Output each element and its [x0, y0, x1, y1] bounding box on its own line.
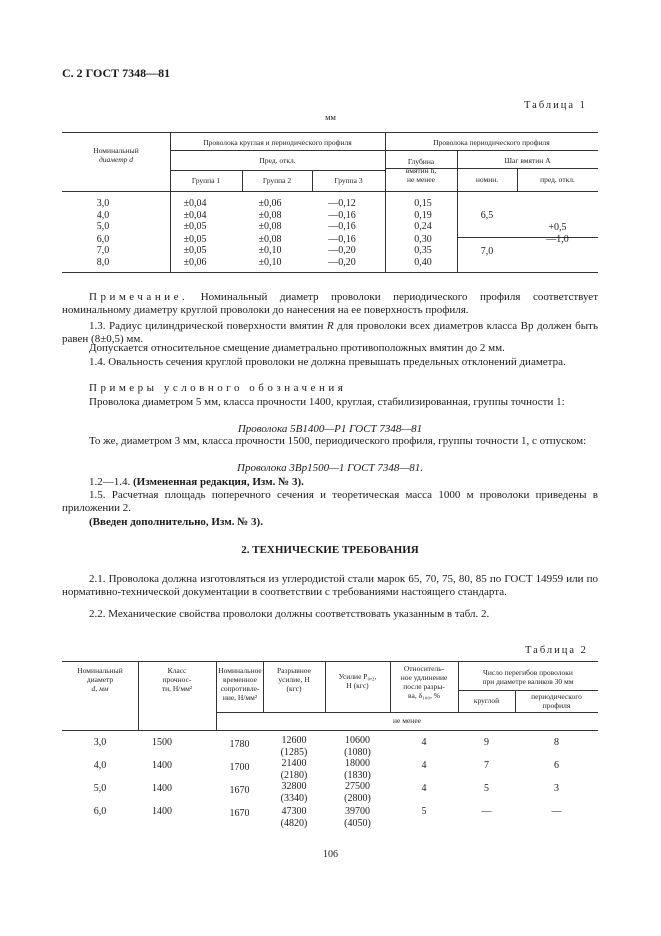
table2-caption: Таблица 2 [525, 645, 588, 656]
t2-h-bends: Число перегибов проволоки при диаметре валиков 30 мм [482, 668, 574, 686]
paragraph-1-5: 1.5. Расчетная площадь поперечного сечения и теоретическая масса 1000 м проволоки приведены в приложении 2. [62, 489, 598, 514]
t2-h-force: Разрывное усилие, Н (кгс) [277, 666, 311, 693]
example-2-designation: Проволока 3Вр1500—1 ГОСТ 7348—81. [237, 462, 423, 474]
note-paragraph: Примечание. Номинальный диаметр проволоки периодического профиля соответствует номинальному диаметру круглой проволоки до нанесения на ее поверхность профиля. [62, 291, 598, 316]
t2-h-class: Класс прочнос- ти, Н/мм² [161, 666, 193, 693]
t2-h-p02: Усилие P₀,₂, Н (кгс) [338, 672, 377, 690]
t1-h-step: Шаг вмятин A [504, 156, 551, 165]
t1-h-g2: Группа 2 [262, 176, 292, 185]
t1-h-predotkl: пред. откл. [540, 175, 575, 184]
t1-h-g1: Группа 1 [191, 176, 221, 185]
t1-col-g3: —0,12 —0,16 —0,16 —0,16 —0,20 —0,20 [328, 198, 356, 268]
t2-h-round: круглой [473, 696, 500, 705]
introduced-note: (Введен дополнительно, Изм. № 3). [89, 516, 263, 528]
t1-h-pred: Пред. откл. [259, 156, 296, 165]
paragraph-1-2-1-4: 1.2—1.4. (Измененная редакция, Изм. № 3). [89, 476, 304, 488]
paragraph-1-4: 1.4. Овальность сечения круглой проволоки не должна превышать предельных отклонений диаметра. [89, 356, 566, 368]
example-1-designation: Проволока 5В1400—Р1 ГОСТ 7348—81 [237, 423, 423, 435]
t2-h-diameter: Номинальный диаметр d, мм [77, 666, 123, 693]
t1-h-nominal: Номинальный диаметр d [93, 146, 139, 164]
t1-col-g1: ±0,04 ±0,04 ±0,05 ±0,05 ±0,05 ±0,06 [183, 198, 207, 268]
t1-step-a: 6,5 [480, 210, 494, 221]
examples-title: Примеры условного обозначения [89, 382, 347, 394]
paragraph-2-2: 2.2. Механические свойства проволоки должны соответствовать указанным в табл. 2. [89, 608, 490, 620]
page-number: 106 [323, 849, 338, 860]
table1-unit: мм [325, 112, 336, 122]
t1-step-b: 7,0 [480, 246, 494, 257]
t1-h-nomin: номин. [475, 175, 499, 184]
t1-h-period: Проволока периодического профиля [433, 138, 550, 147]
t2-h-elongation: Относитель- ное удлинение после разры- ва, δ₁₀₀, % [400, 664, 448, 700]
t2-h-periodic: периодического профиля [531, 692, 582, 710]
t1-h-group: Проволока круглая и периодического профиля [203, 138, 352, 147]
t2-not-less: не менее [393, 716, 421, 725]
t1-h-g3: Группа 3 [334, 176, 363, 185]
example-1: Проволока диаметром 5 мм, класса прочности 1400, круглая, стабилизированная, группы точности 1: [89, 396, 565, 408]
t2-h-resistance: Номинальное временное сопротивле- ние, Н/мм² [218, 666, 262, 702]
paragraph-2-1: 2.1. Проволока должна изготовляться из углеродистой стали марок 65, 70, 75, 80, 85 по ГОСТ 14959 или по нормативно-технической документации в соответствии с требованиями настоящего стандарта. [62, 573, 598, 598]
table1-caption: Таблица 1 [524, 100, 587, 111]
paragraph-1-3: 1.3. Радиус цилиндрической поверхности вмятин R для проволоки всех диаметров класса Вр должен быть равен (8±0,5) мм. [62, 320, 598, 345]
section-2-title: 2. ТЕХНИЧЕСКИЕ ТРЕБОВАНИЯ [241, 544, 419, 556]
t1-col-depth: 0,15 0,19 0,24 0,30 0,35 0,40 [414, 198, 432, 268]
page-header: С. 2 ГОСТ 7348—81 [62, 66, 171, 80]
example-2: То же, диаметром 3 мм, класса прочности 1500, периодического профиля, группы точности 1, с отпуском: [89, 435, 587, 447]
paragraph-shift: Допускается относительное смещение диаметрально противоположных вмятин до 2 мм. [89, 342, 505, 354]
t1-h-depth: Глубина вмятин h, не менее [405, 157, 437, 184]
t1-col-g2: ±0,06 ±0,08 ±0,08 ±0,08 ±0,10 ±0,10 [258, 198, 282, 268]
t1-step-dev: +0,5 —1,0 [546, 222, 569, 245]
t1-col-diameter: 3,0 4,0 5,0 6,0 7,0 8,0 [96, 198, 110, 268]
